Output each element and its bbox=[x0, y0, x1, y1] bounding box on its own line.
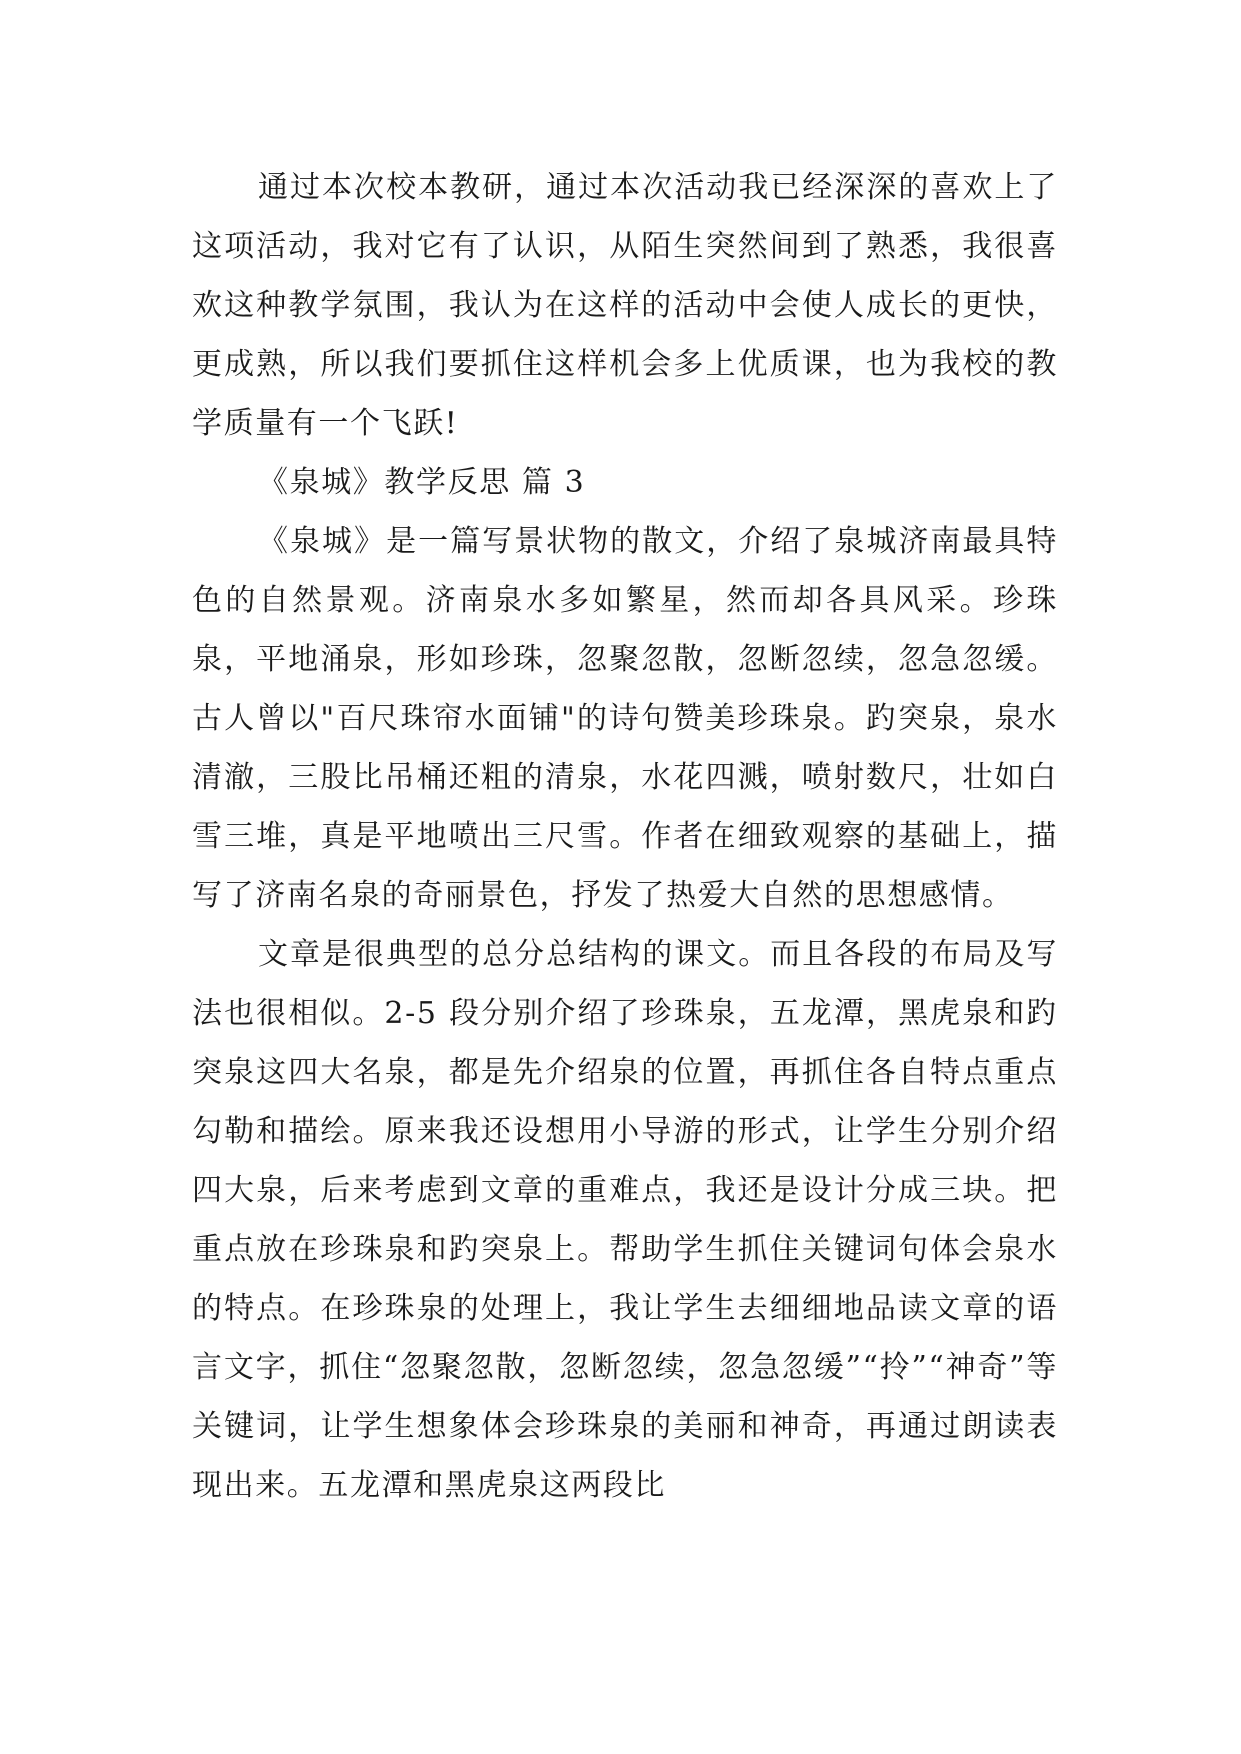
paragraph-quancheng-summary: 《泉城》是一篇写景状物的散文，介绍了泉城济南最具特色的自然景观。济南泉水多如繁星，然而却各具风采。珍珠泉，平地涌泉，形如珍珠，忽聚忽散，忽断忽续，忽急忽缓。古人曾以"百尺珠帘水面铺"的诗句赞美珍珠泉。趵突泉，泉水清澈，三股比吊桶还粗的清泉，水花四溅，喷射数尺，壮如白雪三堆，真是平地喷出三尺雪。作者在细致观察的基础上，描写了济南名泉的奇丽景色，抒发了热爱大自然的思想感情。 bbox=[192, 524, 1058, 913]
document-body bbox=[192, 158, 1058, 1515]
section-heading: 《泉城》教学反思 篇 3 bbox=[258, 465, 586, 500]
paragraph-intro-reflection: 通过本次校本教研，通过本次活动我已经深深的喜欢上了这项活动，我对它有了认识，从陌生突然间到了熟悉，我很喜欢这种教学氛围，我认为在这样的活动中会使人成长的更快，更成熟，所以我们要抓住这样机会多上优质课，也为我校的教学质量有一个飞跃! bbox=[192, 170, 1058, 441]
paragraph-structure-analysis: 文章是很典型的总分总结构的课文。而且各段的布局及写法也很相似。2-5 段分别介绍了珍珠泉，五龙潭，黑虎泉和趵突泉这四大名泉，都是先介绍泉的位置，再抓住各自特点重点勾勒和描绘。原来我还设想用小导游的形式，让学生分别介绍四大泉，后来考虑到文章的重难点，我还是设计分成三块。把重点放在珍珠泉和趵突泉上。帮助学生抓住关键词句体会泉水的特点。在珍珠泉的处理上，我让学生去细细地品读文章的语言文字，抓住“忽聚忽散，忽断忽续，忽急忽缓”“拎”“神奇”等关键词，让学生想象体会珍珠泉的美丽和神奇，再通过朗读表现出来。五龙潭和黑虎泉这两段比 bbox=[192, 937, 1058, 1503]
